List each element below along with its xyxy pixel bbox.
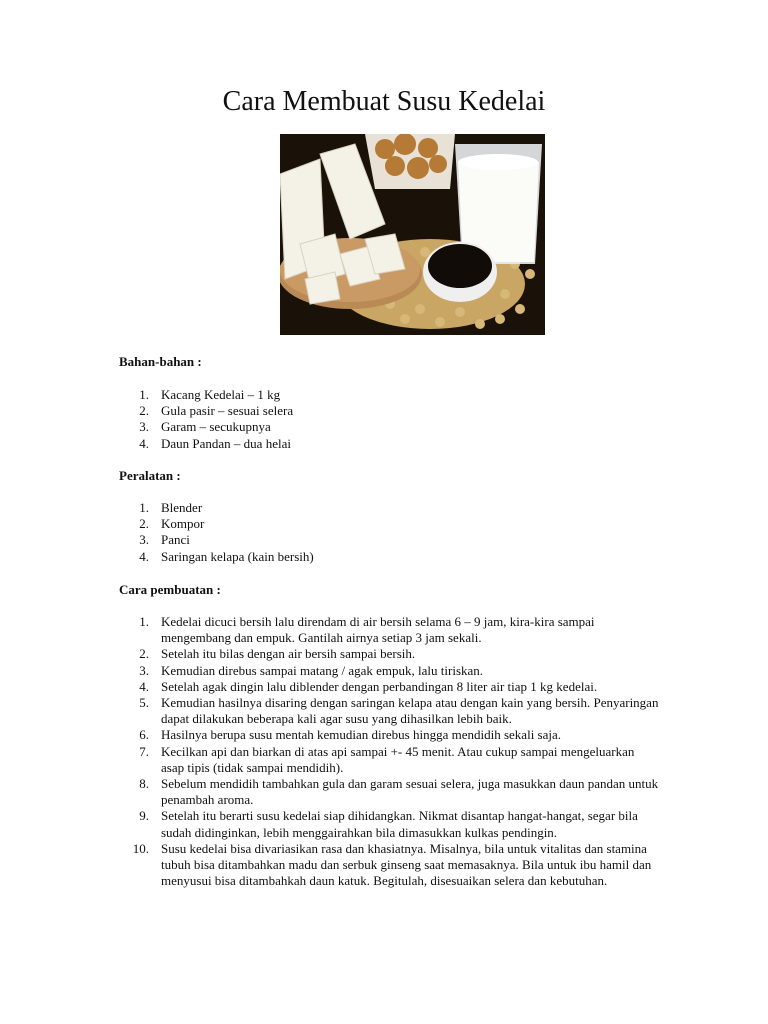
list-item: 2. Gula pasir – sesuai selera xyxy=(139,403,294,419)
bahan-heading: Bahan-bahan : xyxy=(119,354,202,369)
list-item: 2. Setelah itu bilas dengan air bersih sampai bersih. xyxy=(139,646,416,662)
list-item: 1. Kedelai dicuci bersih lalu direndam di air bersih selama 6 – 9 jam, kira-kira sampai mengembang dan empuk. Gantilah airnya setiap 3 jam sekali. xyxy=(139,614,595,646)
list-item: 4. Daun Pandan – dua helai xyxy=(139,435,291,451)
list-item: 8. Sebelum mendidih tambahkan gula dan garam sesuai selera, juga masukkan daun pandan untuk penambah aroma. xyxy=(139,776,659,808)
list-item: 2. Kompor xyxy=(139,516,205,532)
list-item: 3. Panci xyxy=(139,532,190,548)
page-title: Cara Membuat Susu Kedelai xyxy=(222,86,546,117)
list-item: 4. Setelah agak dingin lalu diblender dengan perbandingan 8 liter air tiap 1 kg kedelai. xyxy=(139,678,598,694)
peralatan-list xyxy=(119,500,659,565)
list-item: 4. Saringan kelapa (kain bersih) xyxy=(139,548,314,564)
list-item: 1. Kacang Kedelai – 1 kg xyxy=(139,387,281,402)
list-item: 5. Kemudian hasilnya disaring dengan saringan kelapa atau dengan kain yang bersih. Penyaringan dapat dilakukan beberapa kali agar susu yang dihasilkan lebih baik. xyxy=(139,695,659,727)
list-item: 6. Hasilnya berupa susu mentah kemudian direbus hingga mendidih sekali saja. xyxy=(139,727,562,743)
list-item: 3. Garam – secukupnya xyxy=(139,419,271,435)
list-item: 3. Kemudian direbus sampai matang / agak empuk, lalu tiriskan. xyxy=(139,662,484,678)
list-item: 7. Kecilkan api dan biarkan di atas api sampai +- 45 menit. Atau cukup sampai mengeluarkan asap tipis (tidak sampai mendidih). xyxy=(139,743,635,775)
cara-heading: Cara pembuatan : xyxy=(119,582,221,597)
list-item: 10. Susu kedelai bisa divariasikan rasa dan khasiatnya. Misalnya, bila untuk vitalitas dan stamina tubuh bisa ditambahkan madu dan serbuk ginseng saat memasaknya. Bila untuk ibu hamil dan menyusui bisa ditambahkah daun katuk. Begitulah, disesuaikan selera dan kebutuhan. xyxy=(132,840,652,889)
list-item: 9. Setelah itu berarti susu kedelai siap dihidangkan. Nikmat disantap hangat-hangat, segar bila sudah didinginkan, lebih menggairahkan bila dimasukkan kulkas pendingin. xyxy=(139,808,638,840)
soy-milk-photo xyxy=(280,134,545,335)
bahan-list xyxy=(119,387,659,452)
cara-list xyxy=(119,614,659,889)
list-item: 1. Blender xyxy=(139,500,203,515)
peralatan-heading: Peralatan : xyxy=(119,468,181,483)
